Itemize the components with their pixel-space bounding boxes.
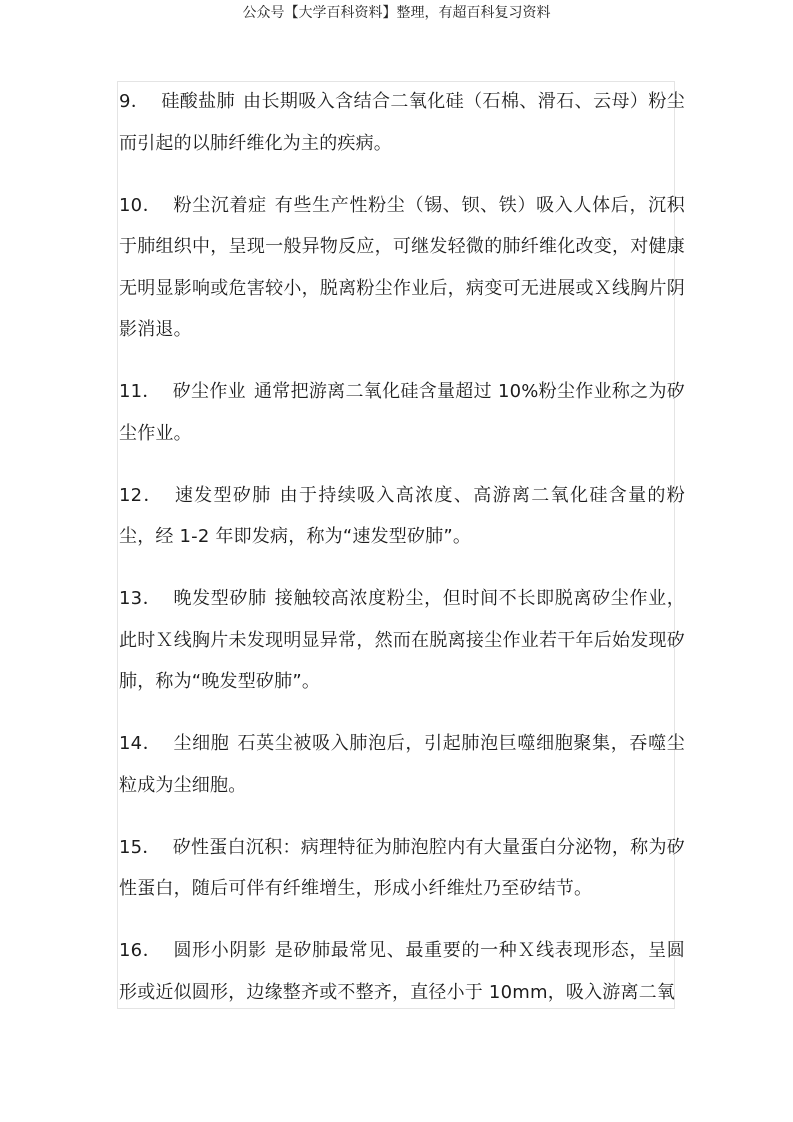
entry-number: 10． <box>119 194 162 216</box>
entry-term: 矽尘作业 <box>172 381 246 402</box>
document-body <box>119 81 685 1034</box>
entry-term: 粉尘沉着症 <box>173 194 267 216</box>
entry-term: 硅酸盐肺 <box>161 91 236 112</box>
entry-term: 尘细胞 <box>173 733 230 754</box>
entry-number: 11． <box>119 381 161 402</box>
entry-11 <box>119 371 685 454</box>
entry-definition: 病理特征为肺泡腔内有大量蛋白分泌物，称为矽性蛋白，随后可伴有纤维增生，形成小纤维灶乃至矽结节。 <box>119 836 685 899</box>
entry-9 <box>119 81 685 164</box>
entry-number: 13． <box>119 588 162 609</box>
entry-number: 9． <box>119 91 150 112</box>
entry-definition: 通常把游离二氧化硅含量超过 10%粉尘作业称之为矽尘作业。 <box>119 381 685 444</box>
entry-15 <box>119 827 685 910</box>
entry-term: 速发型矽肺 <box>174 484 272 506</box>
entry-definition: 由长期吸入含结合二氧化硅（石棉、滑石、云母）粉尘而引起的以肺纤维化为主的疾病。 <box>119 91 685 154</box>
page-header: 公众号【大学百科资料】整理，有超百科复习资料 <box>242 5 551 21</box>
entry-definition: 石英尘被吸入肺泡后，引起肺泡巨噬细胞聚集，吞噬尘粒成为尘细胞。 <box>119 733 685 796</box>
entry-number: 15． <box>119 836 161 858</box>
entry-16 <box>119 930 685 1013</box>
entry-term: 圆形小阴影 <box>173 940 267 961</box>
entry-number: 14． <box>119 733 162 754</box>
entry-12 <box>119 475 685 558</box>
entry-14 <box>119 723 685 806</box>
entry-number: 12． <box>119 484 163 506</box>
entry-13 <box>119 578 685 703</box>
entry-definition: 是矽肺最常见、最重要的一种Ｘ线表现形态，呈圆形或近似圆形，边缘整齐或不整齐，直径小于 10mm，吸入游离二氧 <box>119 940 685 1003</box>
entry-number: 16． <box>119 940 162 961</box>
entry-definition: 接触较高浓度粉尘，但时间不长即脱离矽尘作业，此时Ｘ线胸片未发现明显异常，然而在脱离接尘作业若干年后始发现矽肺，称为“晚发型矽肺”。 <box>119 588 686 692</box>
entry-term: 矽性蛋白沉积： <box>172 836 301 858</box>
entry-10 <box>119 185 685 351</box>
entry-term: 晚发型矽肺 <box>173 588 267 609</box>
entry-definition: 有些生产性粉尘（锡、钡、铁）吸入人体后，沉积于肺组织中，呈现一般异物反应，可继发轻微的肺纤维化改变，对健康无明显影响或危害较小，脱离粉尘作业后，病变可无进展或Ｘ线胸片阴影消退。 <box>119 194 686 340</box>
entry-definition: 由于持续吸入高浓度、高游离二氧化硅含量的粉尘，经 1-2 年即发病，称为“速发型矽肺”。 <box>119 484 685 547</box>
